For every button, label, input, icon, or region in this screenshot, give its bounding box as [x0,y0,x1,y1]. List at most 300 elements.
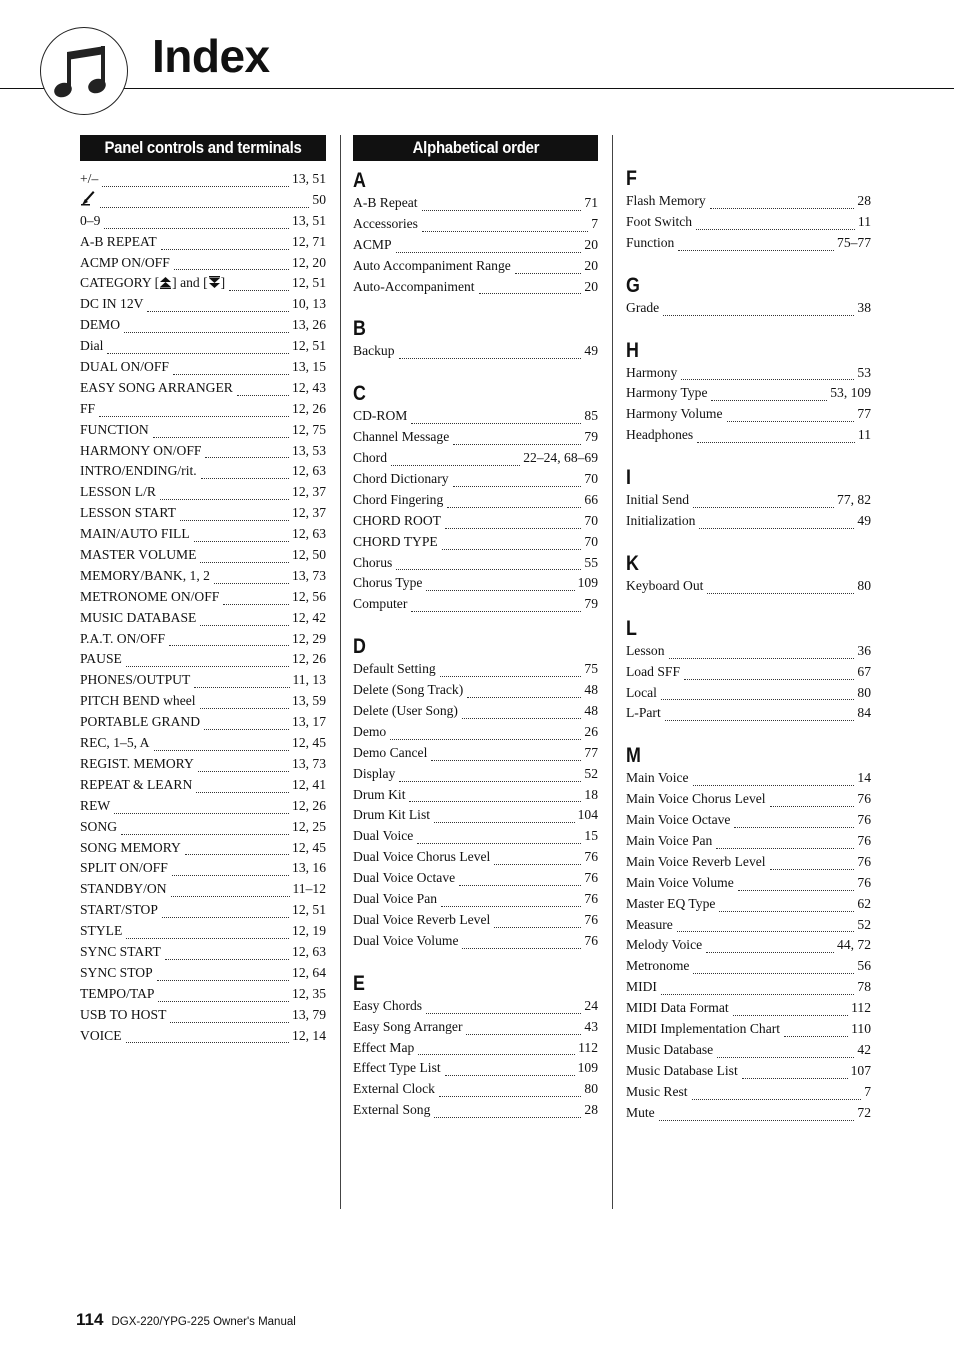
entry-name [353,701,462,722]
entry-name-text: Harmony [626,364,678,380]
index-entry[interactable] [80,775,326,796]
entry-name-text: Easy Song Arranger [353,1018,463,1034]
entry-name-text: Accessories [353,215,418,231]
index-entry[interactable] [80,524,326,545]
index-entry[interactable] [626,511,871,532]
dot-leader [661,994,854,995]
entry-name-text: Delete (User Song) [353,703,458,719]
entry-page-number: 70 [584,512,598,528]
entry-name [353,511,445,532]
entry-name [626,233,678,254]
index-entry[interactable] [626,576,871,597]
index-entry[interactable] [80,294,326,315]
dot-leader [677,931,855,932]
index-entry[interactable] [80,503,326,524]
entry-name [626,935,706,956]
entry-name [80,482,160,503]
entry-name [353,214,422,235]
index-entry[interactable] [353,469,598,490]
entry-page-number: 76 [857,874,871,890]
entry-name-text: CHORD TYPE [353,533,438,549]
index-entry[interactable] [626,998,871,1019]
entry-name-text: Load SFF [626,663,681,679]
entry-name-text: USB TO HOST [80,1006,167,1022]
dot-leader [733,1015,848,1016]
entry-name-text: FUNCTION [80,421,149,437]
index-entry[interactable] [626,683,871,704]
index-entry[interactable] [80,169,326,190]
dot-leader [126,666,289,667]
entry-page-number: 12, 43 [292,379,326,395]
index-entry[interactable] [80,399,326,420]
index-entry[interactable] [353,235,598,256]
entry-name [626,768,693,789]
entry-name [353,1017,466,1038]
entry-page-number: 13, 17 [292,714,326,730]
entry-page-number: 11–12 [292,881,326,897]
entry-name-text: Main Voice Pan [626,833,713,849]
entry-page-number: 80 [857,577,871,593]
index-entry[interactable] [80,670,326,691]
index-entry[interactable] [353,427,598,448]
index-entry[interactable] [353,889,598,910]
index-entry[interactable] [80,253,326,274]
entry-name-text: Demo Cancel [353,744,428,760]
entry-name [353,256,515,277]
index-entry[interactable] [353,341,598,362]
index-entry[interactable] [626,363,871,384]
dot-leader [100,207,309,208]
dot-leader [160,499,289,500]
dot-leader [107,353,289,354]
dot-leader [742,1078,848,1079]
page-title: Index [152,30,270,82]
entry-name-text: Dual Voice Chorus Level [353,849,491,865]
section-letter-e [353,972,598,996]
entry-name [626,831,716,852]
index-entry[interactable] [80,190,326,211]
entry-page-number: 76 [584,870,598,886]
entry-page-number: 52 [857,916,871,932]
entry-name [353,427,453,448]
index-entry[interactable] [80,273,326,294]
entry-name-text: Keyboard Out [626,577,704,593]
index-entry[interactable] [80,712,326,733]
entry-page-number: 22–24, 68–69 [523,450,598,466]
entry-name-text: MIDI [626,979,657,995]
entry-name [80,378,237,399]
index-entry[interactable] [80,1005,326,1026]
entry-page-number: 70 [584,533,598,549]
index-entry[interactable] [353,931,598,952]
index-entry[interactable] [80,796,326,817]
dot-leader [172,875,289,876]
dot-leader [237,395,289,396]
dot-leader [717,1057,854,1058]
index-entry[interactable] [80,691,326,712]
index-entry[interactable] [626,383,871,404]
entry-page-number: 28 [584,1102,598,1118]
index-entry[interactable] [80,420,326,441]
entry-page-number: 56 [857,958,871,974]
entry-name-text: ACMP ON/OFF [80,254,170,270]
index-entry[interactable] [353,868,598,889]
index-entry[interactable] [80,232,326,253]
section-letter-h [626,339,871,363]
entry-name [80,879,171,900]
index-entry[interactable] [353,1100,598,1121]
entry-name [626,383,711,404]
index-entry[interactable] [353,805,598,826]
dot-leader [200,708,289,709]
entry-page-number: 12, 19 [292,923,326,939]
index-entry[interactable] [80,942,326,963]
dot-leader [223,604,289,605]
section-letter-k [626,552,871,576]
entry-page-number: 12, 14 [292,1027,326,1043]
index-entry[interactable] [353,722,598,743]
entry-name [80,253,174,274]
dot-leader [447,507,581,508]
index-entry[interactable] [353,553,598,574]
index-entry[interactable] [353,743,598,764]
entry-page-number: 12, 41 [292,776,326,792]
entry-name-text: Auto Accompaniment Range [353,257,511,273]
entry-page-number: 76 [857,833,871,849]
section-gap [353,362,598,382]
index-entry[interactable] [626,873,871,894]
index-entry[interactable] [353,659,598,680]
entry-page-number: 28 [857,193,871,208]
index-entry[interactable] [626,852,871,873]
index-entry[interactable] [626,212,871,233]
dot-leader [409,801,581,802]
index-entry[interactable] [353,996,598,1017]
index-entry[interactable] [626,1082,871,1103]
index-entry[interactable] [626,1019,871,1040]
index-entry[interactable] [626,233,871,254]
entry-name-text: Melody Voice [626,937,703,953]
index-entry[interactable] [626,662,871,683]
entry-name-text: Lesson [626,642,665,658]
music-note-icon [53,42,115,102]
dot-leader [411,611,581,612]
index-entry[interactable] [80,649,326,670]
index-entry[interactable] [626,956,871,977]
entry-name-text: Default Setting [353,661,436,677]
index-entry[interactable] [626,915,871,936]
section-letter-g [626,274,871,298]
index-entry[interactable] [80,1026,326,1047]
dot-leader [738,890,855,891]
entry-name-text: Mute [626,1104,655,1120]
entry-name [80,232,161,253]
entry-name-text: Dual Voice Octave [353,870,456,886]
dot-leader [161,249,289,250]
section-letter-a [353,169,598,193]
entry-name [80,357,173,378]
section-gap [626,597,871,617]
index-entry[interactable] [353,406,598,427]
entry-name [626,1103,659,1124]
entry-name-text: A-B REPEAT [80,233,157,249]
entry-page-number: 76 [857,853,871,869]
index-entry[interactable] [353,511,598,532]
index-entry[interactable] [626,703,871,724]
panel-controls-heading: Panel controls and terminals [80,135,326,161]
dot-leader [201,478,289,479]
entry-name-text: DUAL ON/OFF [80,359,169,375]
index-entry[interactable] [353,1079,598,1100]
dot-leader [434,1117,581,1118]
index-entry[interactable] [626,191,871,212]
index-entry[interactable] [80,838,326,859]
index-entry[interactable] [353,490,598,511]
entry-page-number: 18 [584,786,598,802]
category-down-icon [208,275,221,296]
entry-name [353,826,417,847]
entry-name [626,191,710,212]
section-gap [626,254,871,274]
entry-name [353,490,447,511]
entry-name [80,315,124,336]
section-letter-text: G [626,273,640,297]
entry-name-text: Music Database List [626,1062,738,1078]
index-entry[interactable] [626,831,871,852]
dot-leader [196,792,289,793]
index-entry[interactable] [80,545,326,566]
index-entry[interactable] [80,315,326,336]
section-letter-text: L [626,616,637,640]
index-entry[interactable] [80,461,326,482]
entry-page-number: 12, 51 [292,338,326,354]
index-entry[interactable] [626,404,871,425]
entry-name [80,545,200,566]
entry-page-number: 42 [857,1041,871,1057]
entry-page-number: 13, 79 [292,1006,326,1022]
index-entry[interactable] [80,900,326,921]
entry-name [353,931,462,952]
dot-leader [434,822,575,823]
index-entry[interactable] [353,764,598,785]
section-letter-text: I [626,466,631,490]
entry-name [353,235,396,256]
dot-leader [442,549,582,550]
index-entry[interactable] [353,256,598,277]
dot-leader [229,290,289,291]
section-gap [626,319,871,339]
entry-page-number: 109 [577,1060,598,1076]
index-entry[interactable] [80,566,326,587]
entry-page-number: 76 [584,891,598,907]
entry-name-text: CHORD ROOT [353,512,441,528]
index-entry[interactable] [353,1038,598,1059]
entry-name-text: REGIST. MEMORY [80,755,194,771]
section-gap [353,952,598,972]
entry-name [626,576,707,597]
entry-name [353,764,399,785]
entry-name-text: ] [220,275,226,291]
alphabetical-list-1 [353,169,598,1121]
entry-name-text: +/– [80,171,99,186]
entry-name-text: STYLE [80,923,123,939]
entry-page-number: 85 [584,408,598,424]
entry-name-text: EASY SONG ARRANGER [80,379,233,395]
entry-page-number: 44, 72 [837,937,871,953]
index-entry[interactable] [80,733,326,754]
dot-leader [719,911,854,912]
entry-page-number: 12, 35 [292,985,326,1001]
entry-page-number: 112 [578,1039,598,1055]
entry-name-text: MIDI Implementation Chart [626,1021,781,1037]
index-entry[interactable] [626,935,871,956]
dot-leader [102,186,289,187]
index-entry[interactable] [353,785,598,806]
index-entry[interactable] [353,910,598,931]
index-entry[interactable] [353,701,598,722]
dot-leader [185,854,289,855]
section-letter-text: B [353,317,366,341]
index-entry[interactable] [353,214,598,235]
index-entry[interactable] [80,357,326,378]
entry-name-text: Headphones [626,427,694,443]
entry-name [353,406,411,427]
index-entry[interactable] [353,594,598,615]
index-entry[interactable] [80,754,326,775]
entry-name [626,915,677,936]
alphabetical-column-2 [626,167,871,1124]
index-entry[interactable] [353,448,598,469]
index-entry[interactable] [80,879,326,900]
index-entry[interactable] [353,193,598,214]
dot-leader [453,444,581,445]
entry-name-text: SONG MEMORY [80,839,181,855]
entry-page-number: 77 [857,406,871,422]
dot-leader [200,625,289,626]
index-entry[interactable] [626,768,871,789]
entry-name [353,1038,418,1059]
dot-leader [157,980,289,981]
entry-page-number: 55 [584,554,598,570]
entry-name-text: Dial [80,338,104,354]
index-entry[interactable] [353,277,598,298]
entry-name-text: Drum Kit List [353,807,431,823]
entry-page-number: 12, 63 [292,943,326,959]
index-entry[interactable] [80,858,326,879]
category-up-icon [159,275,172,296]
index-entry[interactable] [626,894,871,915]
dot-leader [124,332,289,333]
entry-page-number: 13, 26 [292,317,326,333]
index-entry[interactable] [80,587,326,608]
index-entry[interactable] [353,1058,598,1079]
entry-name [353,553,396,574]
entry-name [80,963,157,984]
index-entry[interactable] [626,298,871,319]
entry-name-text: Music Database [626,1041,714,1057]
entry-name [353,573,426,594]
entry-name [80,900,162,921]
index-entry[interactable] [626,1103,871,1124]
entry-name [353,743,431,764]
entry-name [80,461,201,482]
entry-name [80,1005,170,1026]
section-letter-text: C [353,382,366,406]
dot-leader [445,1075,575,1076]
dot-leader [399,358,582,359]
index-entry[interactable] [80,921,326,942]
entry-name [626,894,719,915]
entry-page-number: 76 [584,932,598,948]
page-number: 114 [76,1310,104,1329]
index-entry[interactable] [353,532,598,553]
index-entry[interactable] [353,826,598,847]
index-entry[interactable] [80,608,326,629]
entry-page-number: 49 [584,343,598,359]
index-entry[interactable] [626,977,871,998]
alphabetical-order-heading: Alphabetical order [353,135,598,161]
index-entry[interactable] [80,963,326,984]
entry-name-text: Main Voice Volume [626,874,734,890]
dot-leader [453,486,582,487]
index-entry[interactable] [626,1061,871,1082]
dot-leader [707,593,854,594]
index-entry[interactable] [80,984,326,1005]
entry-page-number: 66 [584,491,598,507]
entry-name [80,524,194,545]
dot-leader [198,771,289,772]
dot-leader [431,760,581,761]
entry-page-number: 12, 26 [292,797,326,813]
index-entry[interactable] [626,810,871,831]
entry-name [80,649,126,670]
index-entry[interactable] [626,490,871,511]
entry-page-number: 80 [857,684,871,700]
index-entry[interactable] [80,629,326,650]
entry-name-text: Easy Chords [353,997,423,1013]
index-entry[interactable] [80,441,326,462]
index-entry[interactable] [626,641,871,662]
entry-page-number: 48 [584,682,598,698]
index-entry[interactable] [626,789,871,810]
index-entry[interactable] [626,425,871,446]
entry-page-number: 76 [584,911,598,927]
index-entry[interactable] [353,680,598,701]
entry-name-text: PITCH BEND wheel [80,693,196,709]
entry-name [626,873,738,894]
index-entry[interactable] [353,1017,598,1038]
entry-name-text: PHONES/OUTPUT [80,672,191,688]
dot-leader [173,374,289,375]
dot-leader [462,718,581,719]
entry-page-number: 43 [584,1018,598,1034]
section-letter-text: M [626,744,641,768]
index-entry[interactable] [80,336,326,357]
entry-name [626,490,693,511]
entry-page-number: 13, 15 [292,359,326,375]
index-entry[interactable] [80,378,326,399]
index-entry[interactable] [80,211,326,232]
index-entry[interactable] [80,817,326,838]
index-entry[interactable] [353,573,598,594]
entry-name-text: MAIN/AUTO FILL [80,526,190,542]
dot-leader [684,679,854,680]
entry-name-text: Main Voice Chorus Level [626,791,766,807]
index-entry[interactable] [80,482,326,503]
index-entry[interactable] [626,1040,871,1061]
entry-name [80,942,165,963]
index-entry[interactable] [353,847,598,868]
